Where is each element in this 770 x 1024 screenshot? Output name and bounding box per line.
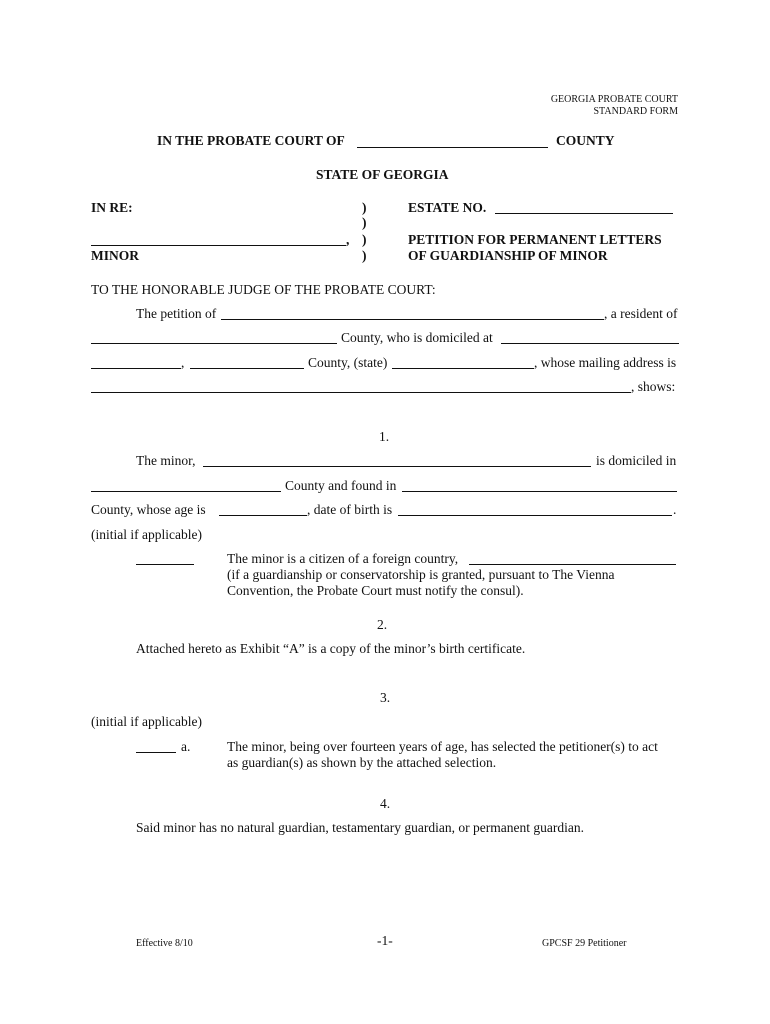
section-1-number: 1.	[379, 429, 390, 444]
county-domiciled-label: County, who is domiciled at	[341, 330, 493, 345]
section-4-number: 4.	[380, 796, 391, 811]
salutation: TO THE HONORABLE JUDGE OF THE PROBATE COURT:	[91, 282, 436, 297]
section-3-number: 3.	[380, 690, 391, 705]
petitioner-county-field[interactable]	[91, 343, 337, 344]
petition-title-line2: OF GUARDIANSHIP OF MINOR	[408, 248, 608, 263]
the-minor-label: The minor,	[136, 453, 196, 468]
dob-period: .	[673, 502, 677, 517]
petition-title-line1: PETITION FOR PERMANENT LETTERS	[408, 232, 662, 247]
caption-paren: )	[362, 215, 367, 230]
domicile-state-field[interactable]	[392, 368, 534, 369]
county-found-label: County and found in	[285, 478, 397, 493]
estate-no-field[interactable]	[495, 213, 673, 214]
estate-no-label: ESTATE NO.	[408, 200, 487, 215]
initial-note-1: (initial if applicable)	[91, 527, 202, 542]
petition-of-label: The petition of	[136, 306, 217, 321]
court-prefix: IN THE PROBATE COURT OF	[157, 133, 345, 148]
minor-age-field[interactable]	[219, 515, 307, 516]
item-a-label: a.	[181, 739, 191, 754]
minor-found-location-field[interactable]	[402, 491, 677, 492]
petitioner-name-field[interactable]	[221, 319, 604, 320]
domiciled-in-label: is domiciled in	[596, 453, 677, 468]
domicile-county-field[interactable]	[190, 368, 304, 369]
section-2-text: Attached hereto as Exhibit “A” is a copy of the minor’s birth certificate.	[136, 641, 526, 656]
section-2-number: 2.	[377, 617, 388, 632]
caption-paren: )	[362, 248, 367, 263]
minor-dob-field[interactable]	[398, 515, 672, 516]
citizen-text-line3: Convention, the Probate Court must notify the consul).	[227, 583, 524, 598]
mailing-address-field[interactable]	[91, 392, 631, 393]
minor-name-field[interactable]	[91, 245, 346, 246]
state-heading: STATE OF GEORGIA	[316, 167, 449, 182]
section-3-line2: as guardian(s) as shown by the attached selection.	[227, 755, 497, 770]
domicile-address-field[interactable]	[501, 343, 679, 344]
foreign-country-field[interactable]	[469, 564, 676, 565]
citizen-text-line1: The minor is a citizen of a foreign country,	[227, 551, 459, 566]
in-re-label: IN RE:	[91, 200, 133, 215]
section-3-line1: The minor, being over fourteen years of age, has selected the petitioner(s) to act	[227, 739, 658, 754]
initial-note-3: (initial if applicable)	[91, 714, 202, 729]
minor-name-comma: ,	[346, 232, 350, 247]
county-name-field[interactable]	[357, 147, 548, 148]
domicile-city-field[interactable]	[91, 368, 181, 369]
footer-page-number: -1-	[377, 933, 393, 948]
caption-paren: )	[362, 232, 367, 247]
form-header-line1: GEORGIA PROBATE COURT	[550, 94, 678, 105]
selection-initial-field[interactable]	[136, 752, 176, 753]
minor-full-name-field[interactable]	[203, 466, 591, 467]
citizen-text-line2: (if a guardianship or conservatorship is granted, pursuant to The Vienna	[227, 567, 615, 582]
age-label: County, whose age is	[91, 502, 206, 517]
footer-effective: Effective 8/10	[136, 938, 193, 949]
footer-form-id: GPCSF 29 Petitioner	[542, 938, 627, 949]
minor-label: MINOR	[91, 248, 139, 263]
shows-label: , shows:	[631, 379, 676, 394]
form-header-line2: STANDARD FORM	[593, 106, 678, 117]
court-suffix: COUNTY	[556, 133, 615, 148]
minor-domicile-county-field[interactable]	[91, 491, 281, 492]
caption-paren: )	[362, 200, 367, 215]
city-comma: ,	[181, 355, 185, 370]
mailing-address-label: , whose mailing address is	[534, 355, 677, 370]
county-state-label: County, (state)	[308, 355, 388, 370]
resident-of-label: , a resident of	[604, 306, 678, 321]
dob-label: , date of birth is	[307, 502, 393, 517]
citizen-initial-field[interactable]	[136, 564, 194, 565]
section-4-text: Said minor has no natural guardian, testamentary guardian, or permanent guardian.	[136, 820, 584, 835]
